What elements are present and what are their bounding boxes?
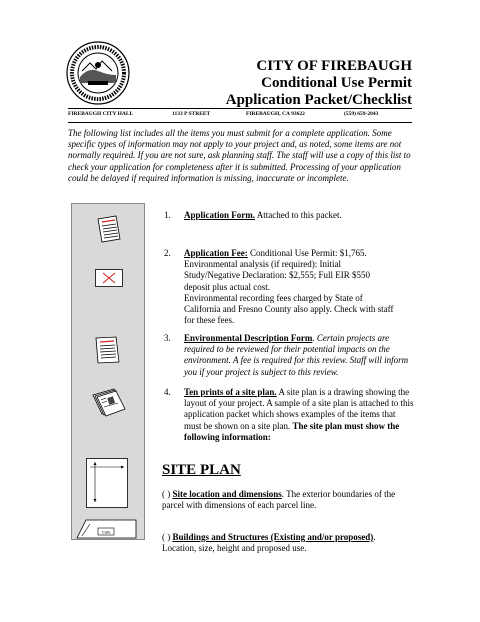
contact-street: 1133 P STREET (172, 111, 211, 117)
document-icon (96, 215, 122, 243)
site-check-item-2 (162, 532, 412, 554)
site-check-item-1 (162, 489, 412, 511)
check-box: ( ) (162, 532, 171, 542)
check-title: Buildings and Structures (Existing and/or proposed) (172, 532, 374, 542)
item-line: California and Fresno County also apply. Check with staff (184, 304, 394, 315)
item-text: Attached to this packet. (255, 210, 342, 220)
icon-sidebar (71, 203, 145, 540)
item-bold-note: The site plan must show the following information: (184, 420, 400, 442)
item-line: deposit plus actual cost. (184, 281, 270, 292)
header-rule-bottom (68, 122, 412, 123)
site-building-icon (74, 514, 140, 540)
item-text: . Certain projects are required to be reviewed for their potential impacts on the environment. A fee is required for this review. Staff will inform you if your project is subject to this review. (184, 333, 409, 377)
item-number: 3. (164, 333, 171, 343)
contact-office: FIREBAUGH CITY HALL (68, 111, 134, 117)
contact-phone: (559) 659-2043 (344, 111, 379, 117)
item-number: 2. (164, 248, 171, 258)
title-permit: Conditional Use Permit (261, 75, 412, 91)
item-line: Study/Negative Declaration: $2,555; Full EIR $550 (184, 270, 370, 281)
item-number: 4. (164, 387, 171, 397)
title-city: CITY OF FIREBAUGH (256, 58, 412, 74)
item-title: Environmental Description Form (184, 333, 313, 343)
item-number: 1. (164, 210, 171, 220)
document-title (226, 58, 412, 109)
check-title: Site location and dimensions (172, 489, 282, 499)
item-line: for these fees. (184, 315, 235, 326)
header-rule-top (68, 108, 412, 109)
fee-check-icon (95, 269, 123, 287)
check-text: . The exterior boundaries of the parcel with dimensions of each parcel line. (162, 489, 396, 511)
item-title: Application Form. (184, 210, 255, 220)
environmental-form-icon (94, 335, 122, 365)
item-text: A site plan is a drawing showing the layout of your project. A sample of a site plan is attached to this application packet which shows examples of the items that must be shown on a site plan. (184, 387, 414, 431)
site-plan-heading: SITE PLAN (162, 462, 241, 478)
item-title: Application Fee: (184, 248, 248, 258)
item-line: Environmental recording fees charged by State of (184, 292, 363, 303)
check-text: . Location, size, height and proposed use. (162, 532, 376, 554)
city-seal-icon (66, 41, 130, 105)
building-label: Cafe (102, 529, 111, 535)
contact-city: FIREBAUGH, CA 93622 (246, 111, 305, 117)
check-box: ( ) (162, 489, 171, 499)
item-title: Ten prints of a site plan. (184, 387, 277, 397)
intro-paragraph: The following list includes all the items you must submit for a complete application. Some specific types of information may not apply to your project and, as noted, some items are not normally required. If you are not sure, ask planning staff. The staff will use a copy of this list to check your application for completeness after it is submitted. Processing of your application could be delayed if required information is missing, inaccurate or incomplete. (68, 128, 411, 183)
prints-stack-icon (92, 387, 126, 417)
title-packet: Application Packet/Checklist (225, 92, 412, 108)
site-plan-drawing-icon (86, 458, 128, 508)
item-text: Conditional Use Permit: $1,765. (247, 248, 367, 258)
item-line: Environmental analysis (if required): Initial (184, 259, 341, 270)
